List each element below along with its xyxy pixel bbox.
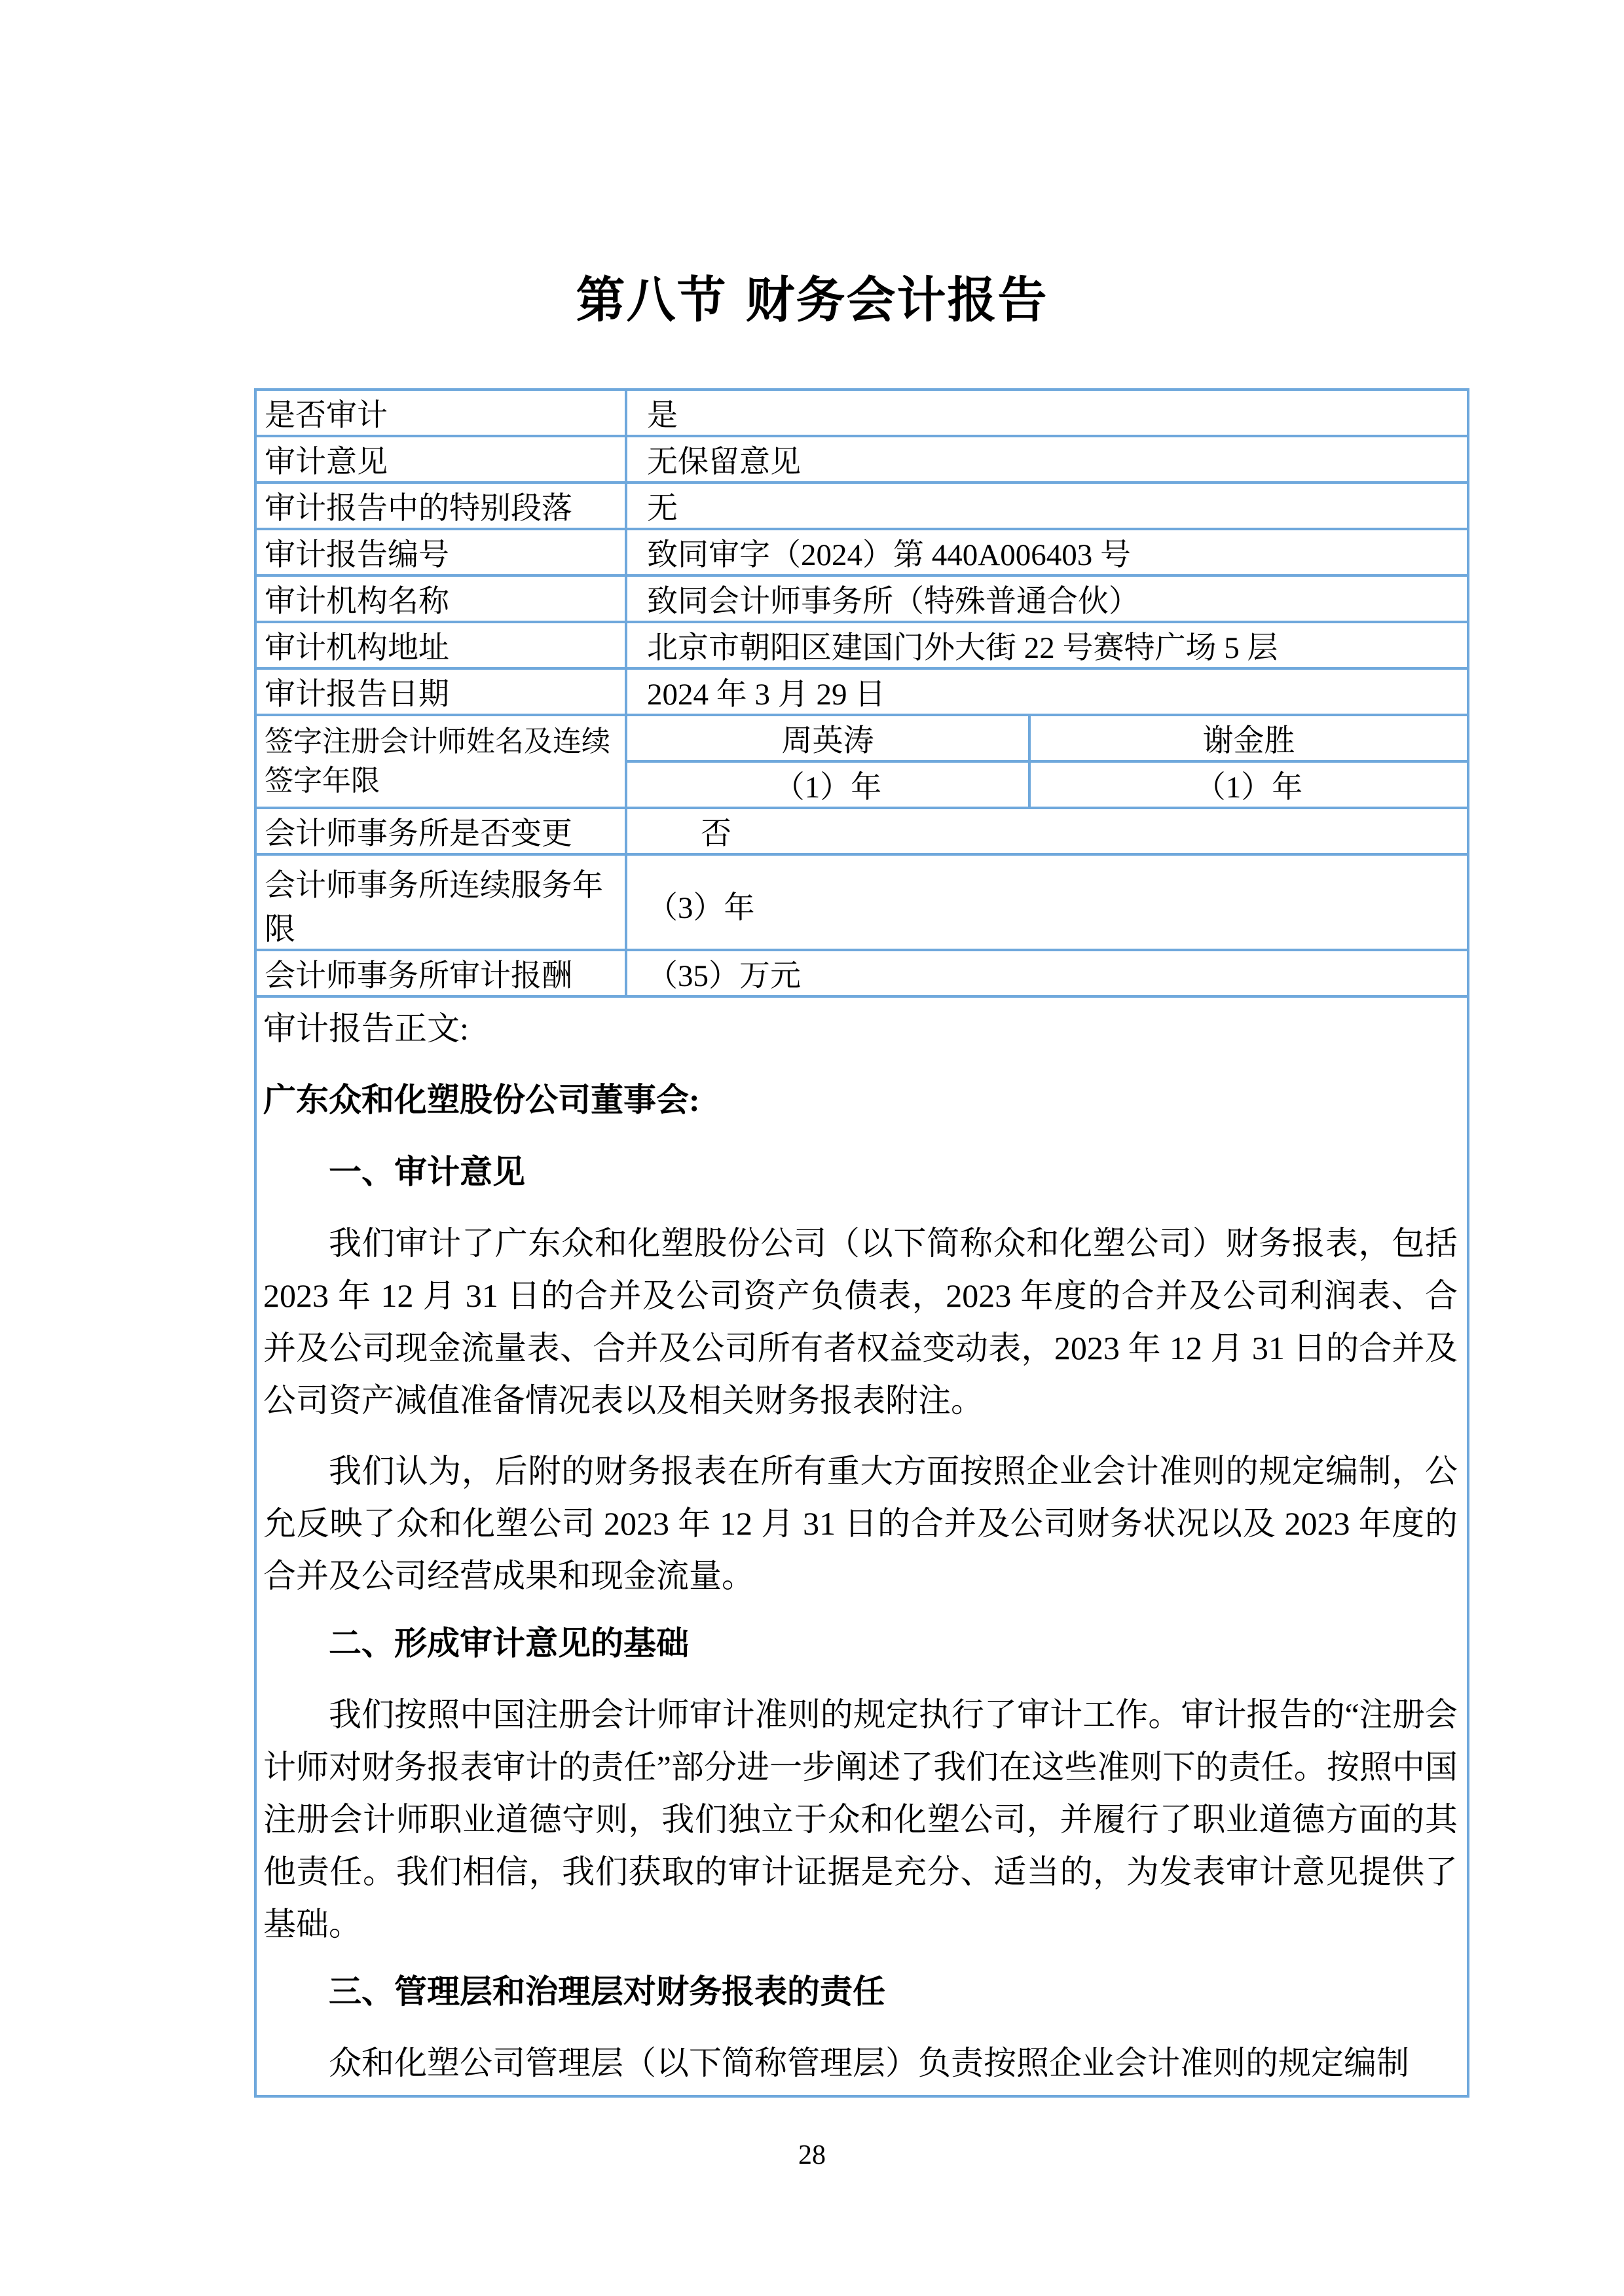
table-row xyxy=(255,390,1468,436)
signature-years-1: （1）年 xyxy=(626,761,1029,808)
table-row-report-body xyxy=(255,996,1468,2096)
row-label: 是否审计 xyxy=(255,390,626,436)
report-paragraph: 我们审计了广东众和化塑股份公司（以下简称众和化塑公司）财务报表，包括 2023 年 12 月 31 日的合并及公司资产负债表，2023 年度的合并及公司利润表、合并及公司现金流量表、合并及公司所有者权益变动表，2023 年 12 月 31 日的合并及公司资产减值准备情况表以及相关财务报表附注。 xyxy=(263,1225,1458,1419)
row-value: 北京市朝阳区建国门外大街 22 号赛特广场 5 层 xyxy=(626,622,1468,668)
row-value: 致同会计师事务所（特殊普通合伙） xyxy=(626,575,1468,622)
row-label: 审计机构地址 xyxy=(255,622,626,668)
section-heading-3: 三、管理层和治理层对财务报表的责任 xyxy=(329,1973,885,2010)
row-label: 审计意见 xyxy=(255,436,626,483)
audit-summary-table xyxy=(254,388,1469,2098)
section-heading-2: 二、形成审计意见的基础 xyxy=(329,1625,689,1662)
table-row xyxy=(255,575,1468,622)
table-row xyxy=(255,622,1468,668)
table-row xyxy=(255,950,1468,996)
row-value: 无保留意见 xyxy=(626,436,1468,483)
row-value: 否 xyxy=(626,808,1468,854)
row-label: 审计报告中的特别段落 xyxy=(255,483,626,529)
row-value: 致同审字（2024）第 440A006403 号 xyxy=(626,529,1468,575)
table-row-signature-names xyxy=(255,715,1468,761)
row-label: 会计师事务所是否变更 xyxy=(255,808,626,854)
report-body-label: 审计报告正文: xyxy=(263,1010,469,1047)
row-label: 会计师事务所连续服务年限 xyxy=(255,854,626,950)
signature-name-1: 周英涛 xyxy=(626,715,1029,761)
report-paragraph: 我们认为，后附的财务报表在所有重大方面按照企业会计准则的规定编制，公允反映了众和化塑公司 2023 年 12 月 31 日的合并及公司财务状况以及 2023 年度的合并及公司经营成果和现金流量。 xyxy=(263,1453,1458,1594)
row-label: 审计报告编号 xyxy=(255,529,626,575)
row-label: 审计机构名称 xyxy=(255,575,626,622)
row-value: （3）年 xyxy=(626,854,1468,950)
row-label: 会计师事务所审计报酬 xyxy=(255,950,626,996)
row-label: 审计报告日期 xyxy=(255,668,626,715)
table-row xyxy=(255,854,1468,950)
table-row xyxy=(255,529,1468,575)
row-value: 无 xyxy=(626,483,1468,529)
row-value: 是 xyxy=(626,390,1468,436)
report-paragraph: 我们按照中国注册会计师审计准则的规定执行了审计工作。审计报告的“注册会计师对财务报表审计的责任”部分进一步阐述了我们在这些准则下的责任。按照中国注册会计师职业道德守则，我们独立于众和化塑公司，并履行了职业道德方面的其他责任。我们相信，我们获取的审计证据是充分、适当的，为发表审计意见提供了基础。 xyxy=(263,1696,1458,1942)
section-heading-1: 一、审计意见 xyxy=(329,1154,525,1190)
row-value: 2024 年 3 月 29 日 xyxy=(626,668,1468,715)
signature-name-2: 谢金胜 xyxy=(1029,715,1468,761)
row-value: （35）万元 xyxy=(626,950,1468,996)
table-row xyxy=(255,436,1468,483)
audit-report-body xyxy=(255,996,1468,2096)
table-row xyxy=(255,808,1468,854)
page-number: 28 xyxy=(798,2140,826,2170)
report-addressee: 广东众和化塑股份公司董事会: xyxy=(263,1082,700,1118)
row-label: 签字注册会计师姓名及连续签字年限 xyxy=(255,715,626,808)
table-row xyxy=(255,483,1468,529)
signature-years-2: （1）年 xyxy=(1029,761,1468,808)
table-row xyxy=(255,668,1468,715)
report-paragraph: 众和化塑公司管理层（以下简称管理层）负责按照企业会计准则的规定编制 xyxy=(329,2045,1409,2081)
page-title: 第八节 财务会计报告 xyxy=(576,271,1048,329)
